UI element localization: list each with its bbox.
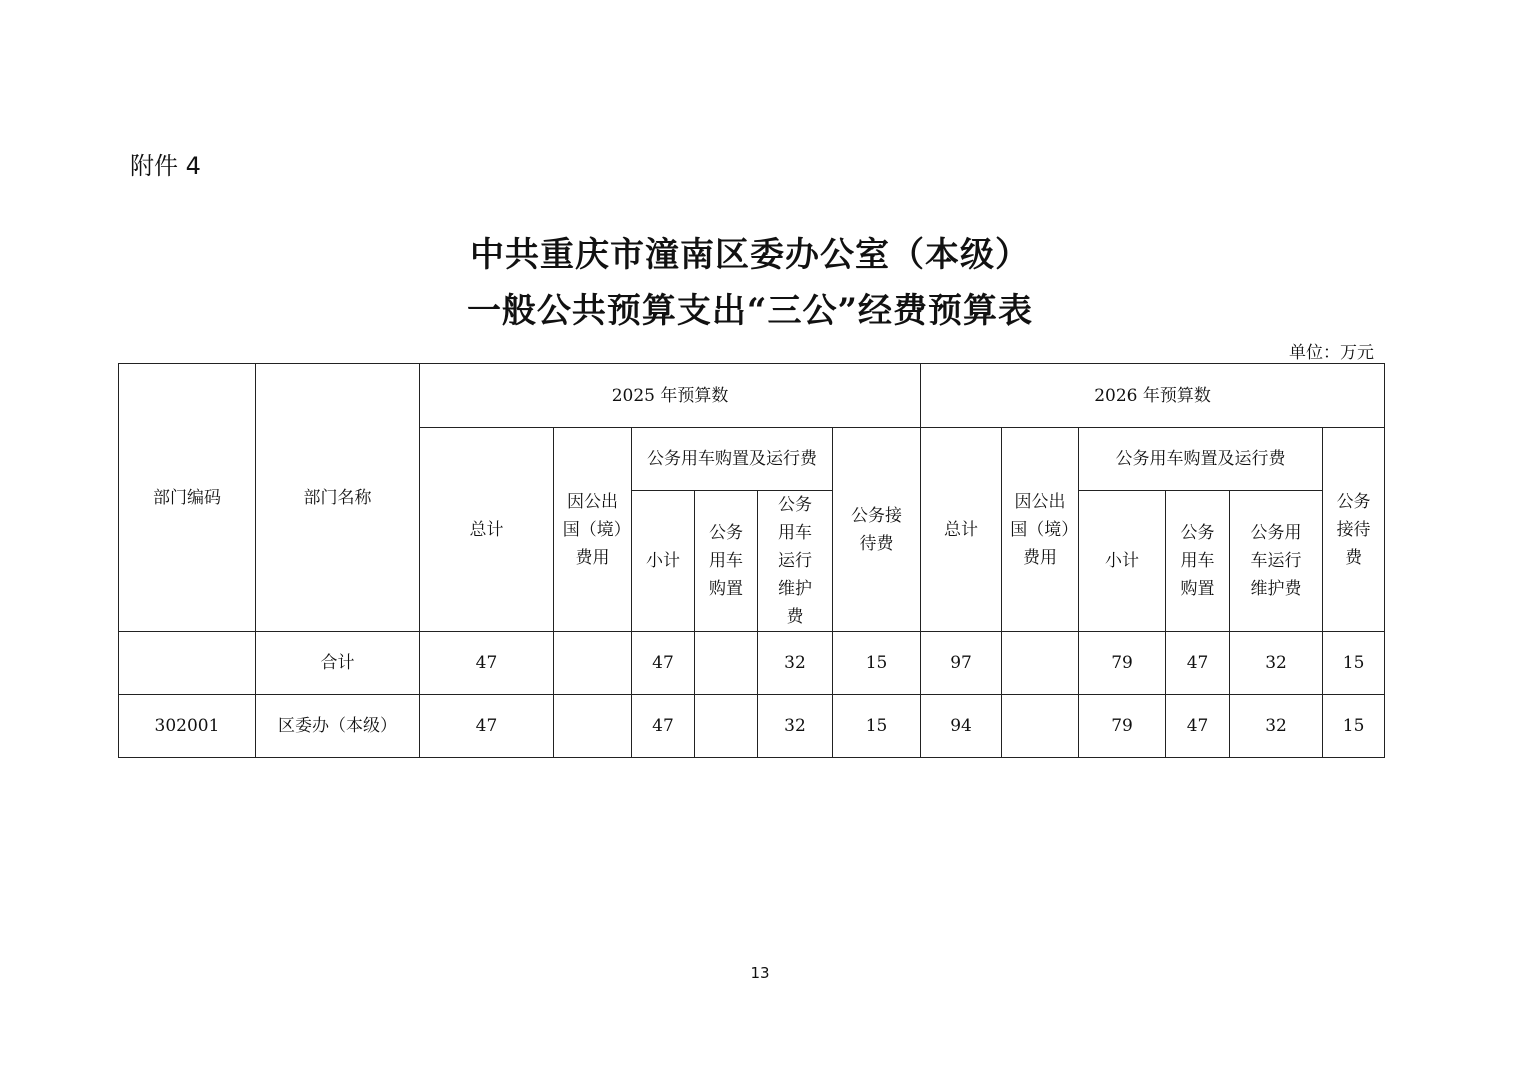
cell-2026-subtotal: 79	[1079, 632, 1166, 695]
cell-2025-reception: 15	[833, 695, 921, 758]
header-dept-code: 部门编码	[119, 364, 256, 632]
cell-2026-reception: 15	[1323, 695, 1385, 758]
page-number: 13	[750, 964, 770, 982]
cell-2026-total: 97	[921, 632, 1002, 695]
header-2026-car-group: 公务用车购置及运行费	[1079, 428, 1323, 491]
cell-2025-car-maint: 32	[758, 632, 833, 695]
cell-2026-car-maint: 32	[1230, 632, 1323, 695]
header-2026-subtotal: 小计	[1079, 491, 1166, 632]
table-row	[119, 695, 1385, 758]
cell-2025-car-maint: 32	[758, 695, 833, 758]
header-2026-reception: 公务接待费	[1323, 428, 1385, 632]
header-2026-budget: 2026 年预算数	[921, 364, 1385, 428]
unit-label: 单位：万元	[1289, 343, 1374, 363]
cell-2026-reception: 15	[1323, 632, 1385, 695]
cell-2025-subtotal: 47	[632, 632, 695, 695]
header-2026-total: 总计	[921, 428, 1002, 632]
cell-2025-car-purchase	[695, 695, 758, 758]
cell-dept-name: 合计	[256, 632, 420, 695]
document-title-line1: 中共重庆市潼南区委办公室（本级）	[470, 235, 1030, 275]
attachment-label: 附件 4	[130, 152, 201, 180]
cell-dept-code	[119, 632, 256, 695]
cell-2026-car-maint: 32	[1230, 695, 1323, 758]
header-row-1	[119, 364, 1385, 428]
cell-2025-total: 47	[420, 695, 554, 758]
cell-dept-name: 区委办（本级）	[256, 695, 420, 758]
header-2026-car-purchase: 公务用车购置	[1166, 491, 1230, 632]
document-title-line2: 一般公共预算支出“三公”经费预算表	[466, 291, 1034, 331]
cell-2025-car-purchase	[695, 632, 758, 695]
cell-2026-abroad	[1002, 632, 1079, 695]
cell-2026-subtotal: 79	[1079, 695, 1166, 758]
header-2025-abroad: 因公出国（境）费用	[554, 428, 632, 632]
header-2025-subtotal: 小计	[632, 491, 695, 632]
cell-2025-subtotal: 47	[632, 695, 695, 758]
header-2025-car-purchase: 公务用车购置	[695, 491, 758, 632]
header-2025-budget: 2025 年预算数	[420, 364, 921, 428]
header-2025-total: 总计	[420, 428, 554, 632]
header-2025-car-group: 公务用车购置及运行费	[632, 428, 833, 491]
cell-2026-total: 94	[921, 695, 1002, 758]
cell-2025-reception: 15	[833, 632, 921, 695]
table-row	[119, 632, 1385, 695]
header-dept-name: 部门名称	[256, 364, 420, 632]
header-2025-car-maint: 公务用车运行维护费	[758, 491, 833, 632]
cell-2026-car-purchase: 47	[1166, 632, 1230, 695]
header-2025-reception: 公务接待费	[833, 428, 921, 632]
cell-dept-code: 302001	[119, 695, 256, 758]
cell-2025-abroad	[554, 632, 632, 695]
cell-2025-total: 47	[420, 632, 554, 695]
header-2026-car-maint: 公务用车运行维护费	[1230, 491, 1323, 632]
header-2026-abroad: 因公出国（境）费用	[1002, 428, 1079, 632]
cell-2026-abroad	[1002, 695, 1079, 758]
budget-table	[118, 363, 1385, 758]
cell-2025-abroad	[554, 695, 632, 758]
cell-2026-car-purchase: 47	[1166, 695, 1230, 758]
